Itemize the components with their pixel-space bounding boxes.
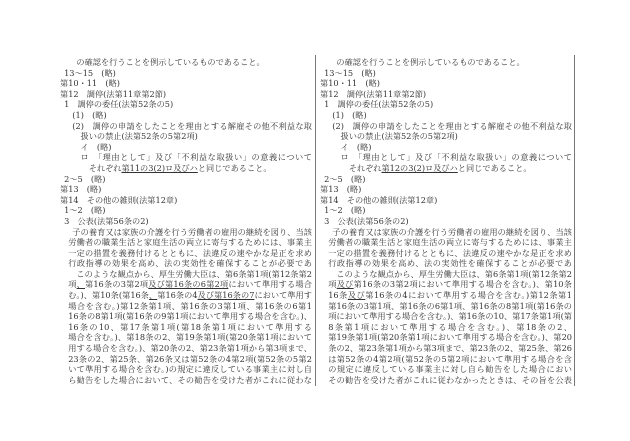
text-segment: の規定に違反している事業主に対し自ら勧告をした場合におい xyxy=(328,364,572,375)
text-line xyxy=(60,152,312,163)
text-segment: イ (略) xyxy=(340,141,372,152)
underlined-amendment: 第12の3(2)ロ及びハ xyxy=(381,162,458,173)
text-segment: 1 調停の委任(法第52条の5) xyxy=(64,99,174,110)
text-segment: 子の養育又は家族の介護を行う労働者の雇用の継続を図り、当該 xyxy=(332,226,572,237)
text-segment: は第52条の4第2項(第52条の5第2項において準用する場合を含 xyxy=(328,353,572,364)
text-segment: それぞれ xyxy=(88,162,122,173)
text-line xyxy=(320,152,572,163)
text-segment: 第13 (略) xyxy=(60,184,102,195)
text-segment: (2) 調停の申請をしたことを理由とする解雇その他不利益な取 xyxy=(332,120,572,131)
text-segment: 一定の措置を義務付けるとともに、法違反の速やかな是正を求め xyxy=(328,247,572,258)
text-line xyxy=(320,237,572,248)
text-line xyxy=(60,237,312,248)
text-line xyxy=(60,110,312,121)
text-line xyxy=(320,332,572,343)
text-line xyxy=(320,57,572,68)
underlined-amendment: 、 xyxy=(76,279,85,290)
text-segment: む。)、第10条(第16条 xyxy=(68,290,150,301)
text-line xyxy=(320,301,572,312)
text-segment: の確認を行うことを例示しているものであること。 xyxy=(76,57,265,67)
text-line xyxy=(320,121,572,132)
text-line xyxy=(320,248,572,259)
text-segment: 第13 (略) xyxy=(320,184,362,195)
text-segment: 2～5 (略) xyxy=(324,173,366,184)
text-segment: 場合を含む。)第12条第1項、第16条の3第1項、第16条の6第1 xyxy=(68,300,312,311)
text-line xyxy=(320,131,572,142)
text-line xyxy=(60,279,312,290)
underlined-amendment: 及び第16条の6第2項 xyxy=(148,279,229,290)
text-segment: 項において準用する場合を含む。)、第16条の10、第17条第1項(第 xyxy=(328,311,572,322)
text-segment: (1) (略) xyxy=(332,109,367,120)
text-segment: (2) 調停の申請をしたことを理由とする解雇その他不利益な取 xyxy=(72,120,312,131)
text-segment: 労働者の職業生活と家庭生活の両立に寄与するためには、事業主 xyxy=(328,237,572,248)
text-segment: と同じであること。 xyxy=(457,162,532,173)
text-segment: の確認を行うことを例示しているものであること。 xyxy=(336,57,525,67)
text-line xyxy=(60,205,312,216)
text-line xyxy=(60,174,312,185)
text-segment: 第16条の4において準用する場合を含む。)第12条第1 xyxy=(365,290,572,301)
text-line xyxy=(320,227,572,238)
text-line xyxy=(60,121,312,132)
text-line xyxy=(60,195,312,206)
text-segment: その勧告を受けた者がこれに従わなかったときは、その旨を公表 xyxy=(328,374,572,385)
underlined-amendment: 及び xyxy=(347,290,366,301)
right-column-divider xyxy=(574,55,575,386)
text-line xyxy=(60,142,312,153)
text-segment: ら勧告をした場合において、その勧告を受けた者がこれに従わな xyxy=(68,374,312,385)
text-line xyxy=(320,322,572,333)
text-segment: 第10・11 (略) xyxy=(320,78,380,89)
text-line xyxy=(60,78,312,89)
text-segment: 23条の2、第25条、第26条又は第52条の4第2項(第52条の5第2 xyxy=(68,353,312,364)
text-segment: 第16条の4 xyxy=(157,290,198,301)
text-segment: 行政指導の効果を高め、法の実効性を確保することが必要であ xyxy=(68,258,312,269)
text-line xyxy=(60,322,312,333)
text-line xyxy=(320,110,572,121)
left-column-revised-text xyxy=(60,57,312,385)
text-segment: 第14 その他の雑則(法第12章) xyxy=(320,194,438,205)
text-line xyxy=(60,290,312,301)
underlined-amendment: 及び xyxy=(336,279,354,290)
text-segment: 条の2、第23条第1項から第3項まで、第23条の2、第25条、第26 xyxy=(328,343,572,354)
text-line xyxy=(320,184,572,195)
text-line xyxy=(60,311,312,322)
text-segment: (1) (略) xyxy=(72,109,107,120)
text-line xyxy=(60,163,312,174)
text-line xyxy=(320,163,572,174)
text-segment: 3 公表(法第56条の2) xyxy=(64,215,149,226)
text-segment: 13～15 (略) xyxy=(324,67,376,78)
text-segment: 13～15 (略) xyxy=(64,67,116,78)
text-line xyxy=(320,99,572,110)
text-segment: 3 公表(法第56条の2) xyxy=(324,215,409,226)
text-segment: イ (略) xyxy=(80,141,112,152)
text-line xyxy=(320,68,572,79)
text-segment: 第19条第1項(第20条第1項において準用する場合を含む。)、第20 xyxy=(328,332,572,343)
text-segment: 第12 調停(法第11章第2節) xyxy=(60,88,167,99)
text-segment: 場合を含む。)、第18条の2、第19条第1項(第20条第1項において xyxy=(68,332,312,343)
text-segment: 扱いの禁止(法第52条の5第2項) xyxy=(80,131,198,142)
text-segment: 16条の10、第17条第1項(第18条第1項において準用する xyxy=(68,321,312,332)
text-segment: 労働者の職業生活と家庭生活の両立に寄与するためには、事業主 xyxy=(68,237,312,248)
text-line xyxy=(60,258,312,269)
text-line xyxy=(320,279,572,290)
underlined-amendment: 及び第16条の7 xyxy=(197,290,255,301)
text-segment: いて準用する場合を含む。)の規定に違反している事業主に対し自 xyxy=(68,364,312,375)
underlined-amendment: 第11の3(2)ロ及びハ xyxy=(121,162,198,173)
text-segment: 用する場合を含む。)、第20条の2、第23条第1項から第3項まで、 xyxy=(68,343,312,354)
text-line xyxy=(320,205,572,216)
text-segment: 扱いの禁止(法第52条の5第2項) xyxy=(340,131,458,142)
text-line xyxy=(60,375,312,386)
text-segment: ロ 「理由として」及び「不利益な取扱い」の意義について xyxy=(340,152,572,163)
text-segment: 項 xyxy=(328,279,337,290)
text-segment: 一定の措置を義務付けるとともに、法違反の速やかな是正を求め xyxy=(68,247,312,258)
text-segment: 第16条の3第2項において準用する場合を含む。)、第10条 xyxy=(353,279,572,290)
text-line xyxy=(320,290,572,301)
text-line xyxy=(320,375,572,386)
text-line xyxy=(60,57,312,68)
text-segment: 第10・11 (略) xyxy=(60,78,120,89)
text-line xyxy=(320,174,572,185)
underlined-amendment: 、 xyxy=(149,290,158,301)
text-segment: 1～2 (略) xyxy=(324,205,366,216)
text-line xyxy=(60,332,312,343)
text-segment: ロ 「理由として」及び「不利益な取扱い」の意義について xyxy=(80,152,312,163)
text-line xyxy=(320,354,572,365)
text-line xyxy=(60,184,312,195)
text-line xyxy=(320,195,572,206)
text-segment: 8条第1項において準用する場合を含む。)、第18条の2、 xyxy=(328,321,572,332)
right-column-current-text xyxy=(320,57,572,385)
text-line xyxy=(60,343,312,354)
text-segment: このような観点から、厚生労働大臣は、第6条第1項(第12条第2 xyxy=(336,268,572,279)
text-segment: において準用する場合 xyxy=(228,279,312,290)
text-line xyxy=(60,354,312,365)
text-line xyxy=(60,364,312,375)
text-segment: 第12 調停(法第11章第2節) xyxy=(320,88,427,99)
text-segment: 2～5 (略) xyxy=(64,173,106,184)
text-line xyxy=(320,343,572,354)
text-segment: 行政指導の効果を高め、法の実効性を確保することが必要であ xyxy=(328,258,572,269)
text-line xyxy=(320,78,572,89)
text-segment: と同じであること。 xyxy=(197,162,272,173)
text-line xyxy=(320,364,572,375)
text-line xyxy=(60,216,312,227)
text-line xyxy=(60,68,312,79)
text-segment: 1 調停の委任(法第52条の5) xyxy=(324,99,434,110)
text-segment: 項 xyxy=(68,279,77,290)
text-line xyxy=(60,99,312,110)
text-line xyxy=(60,248,312,259)
text-segment: 1～2 (略) xyxy=(64,205,106,216)
text-line xyxy=(60,227,312,238)
text-line xyxy=(60,301,312,312)
text-segment: 第16条の3第1項、第16条の6第1項、第16条の8第1項(第16条の xyxy=(328,300,572,311)
text-segment: 第16条の3第2項 xyxy=(84,279,149,290)
text-line xyxy=(320,142,572,153)
text-line xyxy=(60,269,312,280)
text-segment: において準用す xyxy=(254,290,312,301)
text-segment: 16条の8第1項(第16条の9第1項において準用する場合を含む。)、 xyxy=(68,311,312,322)
text-segment: それぞれ xyxy=(348,162,382,173)
text-line xyxy=(60,131,312,142)
text-segment: このような観点から、厚生労働大臣は、第6条第1項(第12条第2 xyxy=(76,268,312,279)
text-segment: 子の養育又は家族の介護を行う労働者の雇用の継続を図り、当該 xyxy=(72,226,312,237)
text-line xyxy=(320,269,572,280)
text-line xyxy=(60,89,312,100)
text-line xyxy=(320,311,572,322)
text-line xyxy=(320,89,572,100)
text-segment: 16条 xyxy=(328,290,348,301)
text-line xyxy=(320,216,572,227)
text-line xyxy=(320,258,572,269)
left-column-divider xyxy=(315,55,316,386)
text-segment: 第14 その他の雑則(法第12章) xyxy=(60,194,178,205)
